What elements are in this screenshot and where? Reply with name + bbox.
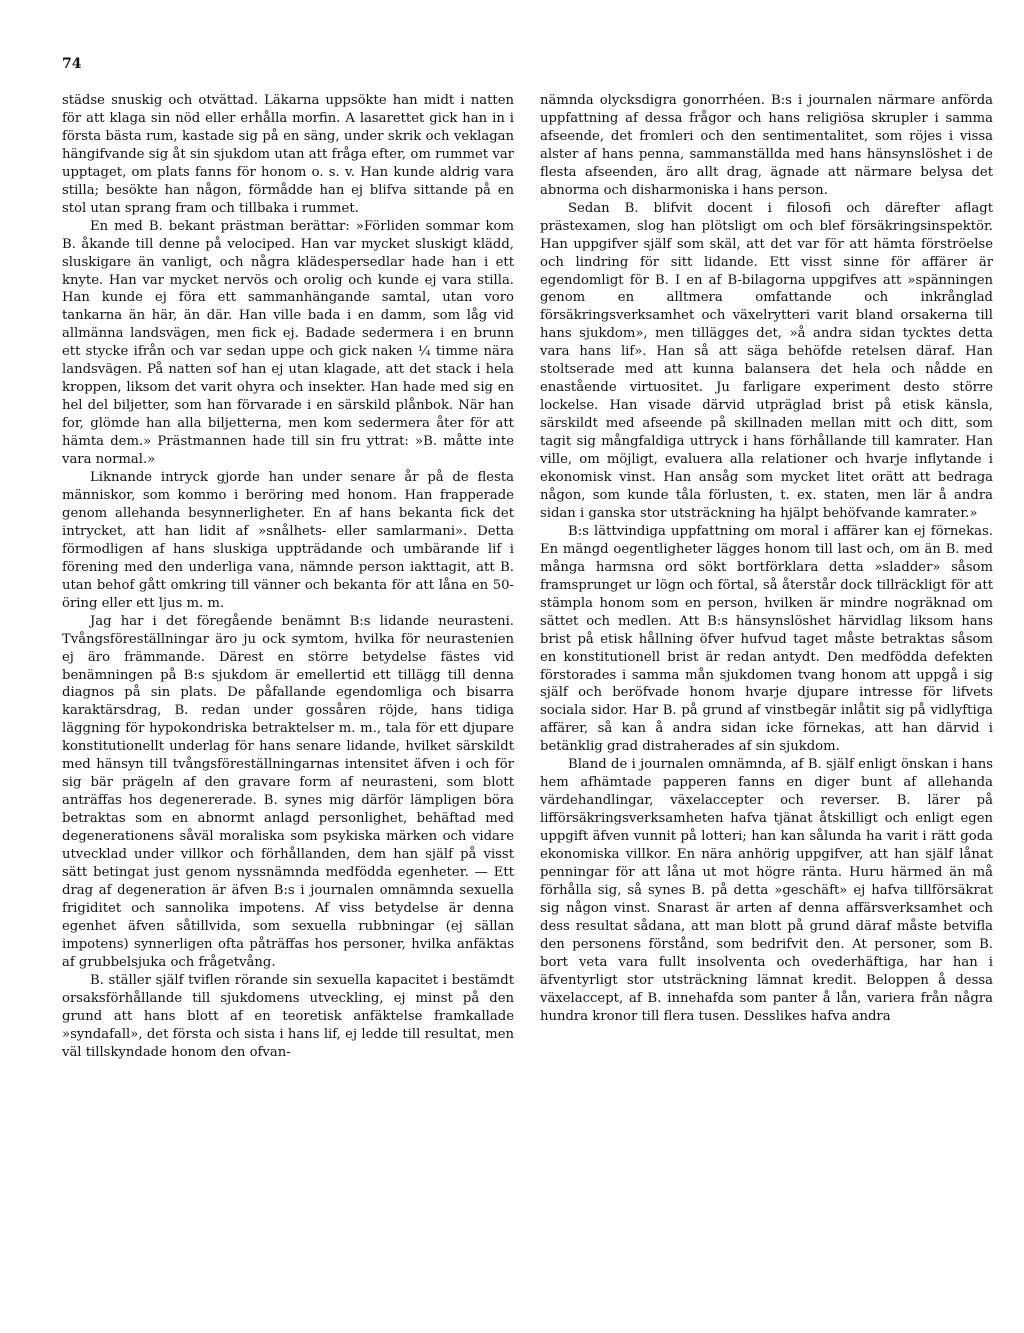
paragraph: Bland de i journalen omnämnda, af B. själf enligt önskan i hans hem afhämtade papperen fanns en diger bunt af allehanda värdehandlingar, växelaccepter och reverser. B. lärer på lifförsäkringsverksamheten hafva tjänat åtskilligt och enligt egen uppgift äfven vunnit på lotteri; han kan sålunda ha varit i rätt goda ekonomiska villkor. En nära anhörig uppgifver, att han själf lånat penningar för att låna ut mot högre ränta. Huru härmed än må förhålla sig, så synes B. på detta »geschäft» ej hafva tillförsäkrat sig någon vinst. Snarast är arten af denna affärsverksamhet och dess resultat sådana, att man blott på grund däraf måste betvifla den personens förstånd, som bedrifvit den. At personer, som B. bort veta vara fullt insolventa och ovederhäftiga, har han i äfventyrligt stor utsträckning lämnat kredit. Beloppen å dessa växelaccept, af B. innehafda som panter å lån, variera från några hundra kronor till flera tusen. Desslikes hafva andra xyxy=(540,757,993,1024)
paragraph: B. ställer själf tviflen rörande sin sexuella kapacitet i bestämdt orsaksförhållande till sjukdomens utveckling, ej minst på den grund att hans blott af en teoretisk anfäktelse framkallade »syndafall», det första och sista i hans lif, ej ledde till resultat, men väl tillskyndade honom den ofvan- xyxy=(62,972,514,1060)
page-number: 74 xyxy=(62,56,82,72)
paragraph: Sedan B. blifvit docent i filosofi och därefter aflagt prästexamen, slog han plötsligt om och blef försäkringsinspektör. Han uppgifver själf som skäl, att det var för att hämta förströelse och lindring för sitt lidande. Ett visst sinne för affärer är egendomligt för B. I en af B-bilagorna uppgifves att »spänningen genom en alltmera omfattande och inkrånglad försäkringsverksamhet och växelrytteri varit bland orsakerna till hans sjukdom», men tillägges det, »å andra sidan tycktes detta vara hans lif». Han så att säga behöfde retelsen däraf. Han stoltserade med att kunna balansera det hela och nådde en enastående virtuositet. Ju farligare experiment desto större lockelse. Han visade därvid utpräglad brist på etisk känsla, särskildt med afseende på skillnaden mellan mitt och ditt, som tagit sig mångfaldiga uttryck i hans förhållande till kamrater. Han ville, om möjligt, evaluera alla relationer och hvarje inflytande i ekonomisk vinst. Han ansåg som mycket litet orätt att bedraga någon, som kunde tåla förlusten, t. ex. staten, men lär å andra sidan i ganska stor utsträckning ha hjälpt behöfvande kamrater.» xyxy=(540,200,993,521)
paragraph: B:s lättvindiga uppfattning om moral i affärer kan ej förnekas. En mängd oegentligheter lägges honom till last och, om än B. med många harmsna ord sökt bortförklara detta »sladder» såsom framsprunget ur lögn och förtal, så återstår dock tillräckligt för att stämpla honom som en person, hvilken är mindre nogräknad om sättet och medlen. Att B:s hänsynslöshet härvidlag liksom hans brist på etisk hållning öfver hufvud taget måste betraktas såsom en konstitutionell brist är redan antydt. Den medfödda defekten förstorades i samma mån sjukdomen tvang honom att uppgå i sig själf och beröfvade honom hvarje djupare intresse för lifvets sociala sidor. Har B. på grund af vinstbegär inlåtit sig på vidlyftiga affärer, så kan å andra sidan icke förnekas, att han därvid i betänklig grad distraherades af sin sjukdom. xyxy=(540,523,993,755)
paragraph: nämnda olycksdigra gonorrhéen. B:s i journalen närmare anförda uppfattning af dessa frågor och hans religiösa skrupler i samma afseende, det fromleri och den sentimentalitet, som röjes i vissa alster af hans penna, sammanställda med hans hänsynslöshet i de flesta afseenden, äro allt drag, ägnade att närmare belysa det abnorma och disharmoniska i hans person. xyxy=(540,93,993,198)
paragraph: städse snuskig och otvättad. Läkarna uppsökte han midt i natten för att klaga sin nöd eller erhålla morfin. A lasarettet gick han in i första bästa rum, kastade sig på en säng, under skrik och veklagan hängifvande sig åt sin sjukdom utan att fråga efter, om rummet var upptaget, om plats fanns för honom o. s. v. Han kunde aldrig vara stilla; besökte han någon, förmådde han ej blifva sittande på en stol utan sprang fram och tillbaka i rummet. xyxy=(62,93,514,216)
left-column xyxy=(62,92,514,1061)
paragraph: Jag har i det föregående benämnt B:s lidande neurasteni. Tvångsföreställningar äro ju ock symtom, hvilka för neurastenien ej äro främmande. Därest en större betydelse fästes vid benämningen på B:s sjukdom är emellertid ett tillägg till denna diagnos på sin plats. De påfallande egendomliga och bisarra karaktärsdrag, B. redan under gossåren röjde, hans tidiga läggning för hypokondriska betraktelser m. m., tala för ett djupare konstitutionellt underlag för hans senare lidande, hvilket särskildt med hänsyn till tvångsföreställningarnas intensitet äfven i och för sig bär prägeln af den gravare form af neurasteni, som blott anträffas hos degenererade. B. synes mig därför lämpligen böra betraktas som en abnormt anlagd personlighet, behäftad med degenerationens såväl moraliska som psykiska märken och vidare utvecklad under villkor och förhållanden, dem han själf på visst sätt betingat just genom nyssnämnda medfödda egenheter. — Ett drag af degeneration är äfven B:s i journalen omnämnda sexuella frigiditet och sannolika impotens. Af viss betydelse är denna egenhet äfven såtillvida, som sexuella rubbningar (ej sällan impotens) synnerligen ofta påträffas hos personer, hvilka anfäktas af grubbelsjuka och frågetvång. xyxy=(62,613,514,970)
paragraph: En med B. bekant prästman berättar: »Förliden sommar kom B. åkande till denne på velociped. Han var mycket sluskigt klädd, sluskigare än vanligt, och några klädespersedlar hade han i ett knyte. Han var mycket nervös och orolig och kunde ej vara stilla. Han kunde ej föra ett sammanhängande samtal, utan voro tankarna än här, än där. Han ville bada i en damm, som låg vid allmänna landsvägen, men fick ej. Badade sedermera i en brunn ett stycke ifrån och var sedan uppe och gick naken ¼ timme nära landsvägen. På natten sof han ej utan klagade, att det stack i hela kroppen, liksom det varit ohyra och insekter. Han hade med sig en hel del biljetter, som han förvarade i en särskild plånbok. När han for, glömde han alla biljetterna, men kom sedermera åter för att hämta dem.» Prästmannen hade till sin fru yttrat: »B. måtte inte vara normal.» xyxy=(62,218,514,468)
right-column xyxy=(540,92,993,1026)
paragraph: Liknande intryck gjorde han under senare år på de flesta människor, som kommo i beröring med honom. Han frapperade genom allehanda besynnerligheter. En af hans bekanta fick det intrycket, att han lidit af »snålhets- eller samlarmani». Detta förmodligen af hans sluskiga uppträdande och umbärande lif i förening med den underliga vana, nämnde person iakttagit, att B. utan behof gått omkring till vänner och bekanta för att låna en 50-öring eller ett ljus m. m. xyxy=(62,470,514,611)
